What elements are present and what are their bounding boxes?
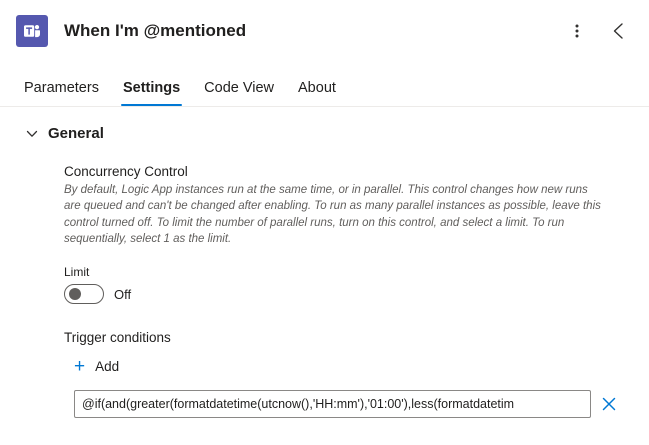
trigger-conditions-title: Trigger conditions bbox=[64, 330, 171, 346]
tab-code-view[interactable]: Code View bbox=[204, 80, 275, 96]
section-general-header[interactable] bbox=[0, 125, 649, 142]
toggle-knob bbox=[69, 288, 81, 300]
section-general-title: General bbox=[48, 125, 104, 142]
limit-toggle-label: Limit bbox=[64, 265, 90, 280]
settings-content bbox=[0, 107, 649, 418]
trigger-condition-row bbox=[64, 390, 621, 418]
concurrency-control-description: By default, Logic App instances run at the same time, or in parallel. This control changes how new runs are queued and can't be changed after enabling. To run as many parallel instances as possible, leave this control turned off. To limit the number of parallel runs, turn on this control, and select a limit. To run sequentially, select 1 as the limit. bbox=[64, 184, 601, 245]
add-trigger-condition-button[interactable] bbox=[64, 357, 119, 376]
more-vertical-icon[interactable] bbox=[563, 17, 591, 45]
limit-toggle-block bbox=[64, 265, 621, 304]
chevron-left-icon[interactable] bbox=[605, 17, 633, 45]
limit-toggle-state: Off bbox=[114, 286, 132, 302]
chevron-down-icon bbox=[26, 128, 38, 140]
trigger-condition-input[interactable] bbox=[74, 390, 591, 418]
header-actions bbox=[563, 17, 633, 45]
tab-parameters[interactable]: Parameters bbox=[24, 80, 99, 96]
page-title: When I'm @mentioned bbox=[64, 21, 247, 40]
teams-icon bbox=[16, 15, 48, 47]
tab-bar bbox=[0, 62, 649, 106]
tab-settings[interactable]: Settings bbox=[113, 74, 190, 106]
tab-about[interactable]: About bbox=[298, 80, 336, 96]
close-icon[interactable] bbox=[597, 392, 621, 416]
trigger-conditions-block bbox=[64, 330, 621, 418]
add-label: Add bbox=[95, 359, 120, 375]
panel-header bbox=[0, 0, 649, 62]
limit-toggle-row bbox=[64, 284, 621, 304]
concurrency-control-label: Concurrency Control bbox=[64, 164, 188, 179]
limit-toggle[interactable] bbox=[64, 284, 104, 304]
plus-icon: + bbox=[74, 356, 86, 378]
concurrency-control-group bbox=[0, 164, 649, 418]
